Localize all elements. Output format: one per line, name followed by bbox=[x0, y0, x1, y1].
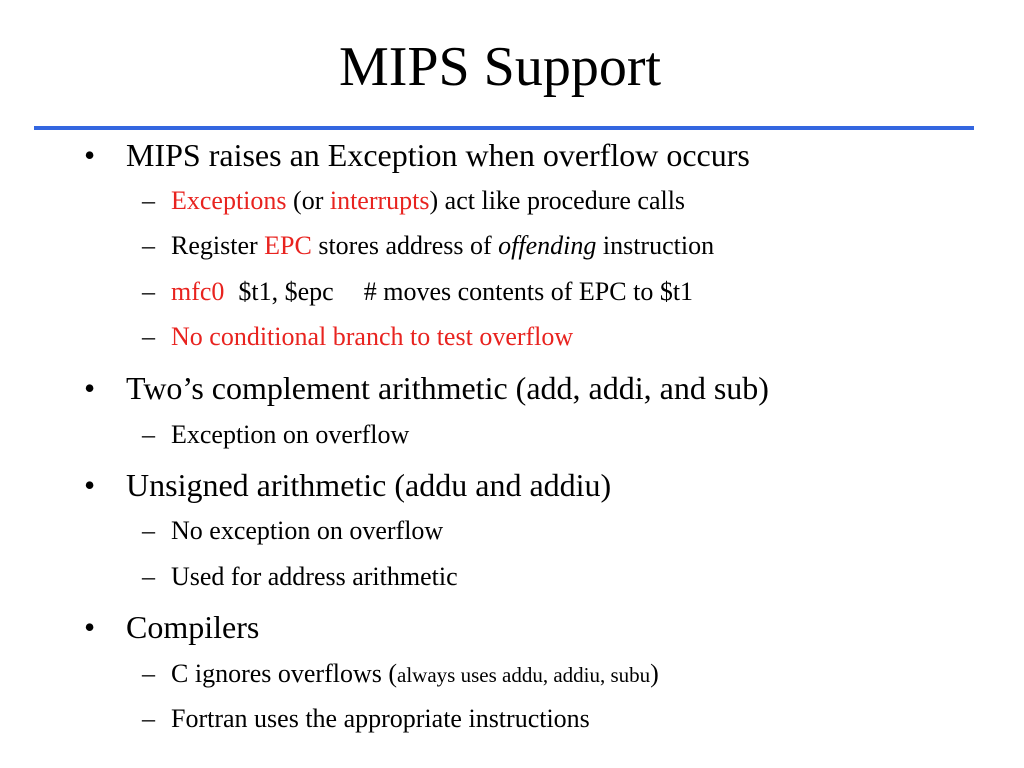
sub-bullet-text: No conditional branch to test overflow bbox=[171, 322, 574, 351]
dash-icon: – bbox=[142, 322, 155, 351]
instruction-comment: # moves contents of EPC to $t1 bbox=[363, 277, 694, 306]
text-part: ) act like procedure calls bbox=[429, 186, 686, 215]
term-exceptions: Exceptions bbox=[171, 186, 287, 215]
sub-bullet-text: Used for address arithmetic bbox=[171, 562, 458, 591]
emphasis-offending: offending bbox=[498, 231, 597, 260]
instruction-mfc0: mfc0 bbox=[171, 277, 225, 306]
text-part: instruction bbox=[596, 231, 715, 260]
sub-bullet-text bbox=[171, 276, 693, 308]
bullet-text: Two’s complement arithmetic (add, addi, and sub) bbox=[126, 370, 769, 406]
dash-icon: – bbox=[142, 704, 155, 733]
dash-icon: – bbox=[142, 186, 155, 215]
dash-icon: – bbox=[142, 562, 155, 591]
sub-bullet-text: Fortran uses the appropriate instructions bbox=[171, 704, 590, 733]
text-part: (or bbox=[286, 186, 330, 215]
bullet-icon: • bbox=[84, 370, 96, 406]
text-part: stores address of bbox=[311, 231, 499, 260]
bullet-icon: • bbox=[84, 137, 96, 173]
sub-bullet-text: No exception on overflow bbox=[171, 516, 444, 545]
note-small: always uses addu, addiu, subu bbox=[397, 663, 651, 687]
bullet-text: Compilers bbox=[126, 609, 260, 645]
sub-bullet-text bbox=[171, 658, 659, 691]
dash-icon: – bbox=[142, 516, 155, 545]
text-part: Register bbox=[171, 231, 265, 260]
dash-icon: – bbox=[142, 231, 155, 260]
dash-icon: – bbox=[142, 659, 155, 688]
term-interrupts: interrupts bbox=[329, 186, 430, 215]
bullet-icon: • bbox=[84, 467, 96, 503]
instruction-operands: $t1, $epc bbox=[238, 277, 334, 306]
text-part: C ignores overflows ( bbox=[171, 659, 398, 688]
sub-bullet-text bbox=[171, 185, 685, 217]
term-epc: EPC bbox=[264, 231, 312, 260]
bullet-text: MIPS raises an Exception when overflow occurs bbox=[126, 137, 750, 173]
sub-bullet-text bbox=[171, 230, 714, 262]
bullet-text: Unsigned arithmetic (addu and addiu) bbox=[126, 467, 612, 503]
sub-bullet-text: Exception on overflow bbox=[171, 420, 410, 449]
dash-icon: – bbox=[142, 420, 155, 449]
slide-title: MIPS Support bbox=[338, 36, 662, 98]
dash-icon: – bbox=[142, 277, 155, 306]
text-part: ) bbox=[650, 659, 659, 688]
bullet-icon: • bbox=[84, 609, 96, 645]
